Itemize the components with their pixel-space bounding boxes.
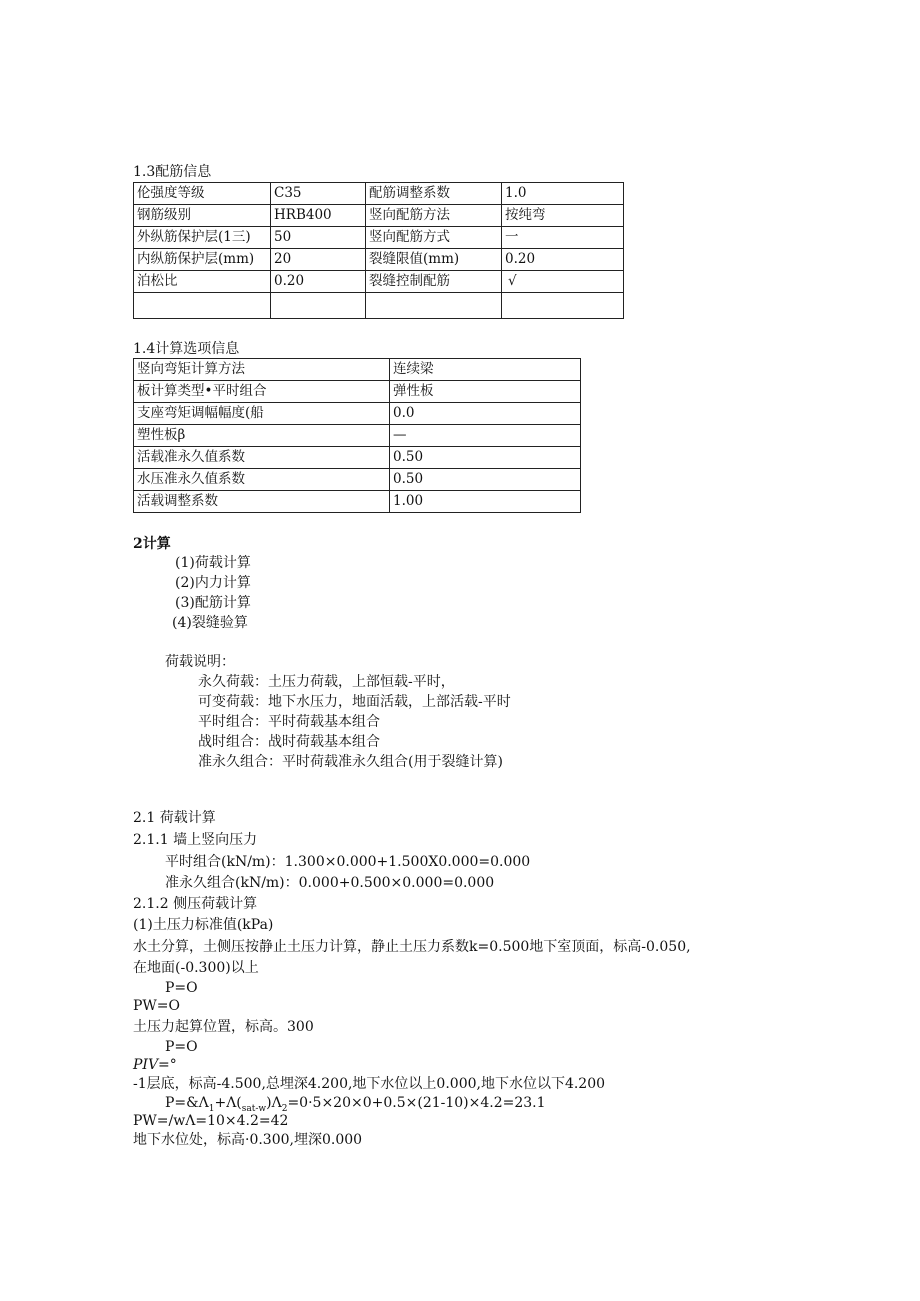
calc-line: 地下水位处，标高·0.300,埋深0.000 — [133, 1132, 363, 1148]
table-cell: 配筋调整系数 — [366, 183, 502, 205]
load-note-line: 可变荷载：地下水压力，地面活载，上部活载-平时 — [198, 694, 511, 710]
section-1-3-title: 1.3配筋信息 — [133, 164, 212, 180]
table-row — [134, 183, 624, 205]
table-cell: 弹性板 — [390, 381, 581, 403]
calc-line: -1层底，标高-4.500,总埋深4.200,地下水位以上0.000,地下水位以下4.200 — [133, 1076, 606, 1092]
table-cell: 活载调整系数 — [134, 491, 390, 513]
table-row — [134, 491, 581, 513]
table-cell: 裂缝控制配筋 — [366, 271, 502, 293]
formula-part: )Λ — [266, 1095, 282, 1111]
calc-line: 在地面(-0.300)以上 — [133, 960, 259, 976]
table-cell: 0.0 — [390, 403, 581, 425]
calc-line: PW=O — [133, 998, 181, 1014]
table-row — [134, 359, 581, 381]
table-cell — [271, 293, 366, 319]
formula-subscript: sat-w — [241, 1103, 267, 1114]
calc-formula-line — [165, 1096, 546, 1114]
table-cell: 0.50 — [390, 469, 581, 491]
table-cell: — — [390, 425, 581, 447]
table-cell: 板计算类型•平时组合 — [134, 381, 390, 403]
heading-2-1-2: 2.1.2 侧压荷载计算 — [133, 896, 258, 912]
table-row — [134, 227, 624, 249]
table-cell: 泊松比 — [134, 271, 271, 293]
formula-subscript: 1 — [208, 1103, 215, 1114]
table-cell: 0.20 — [271, 271, 366, 293]
calc-line: P=O — [165, 1039, 198, 1055]
table-cell: 0.50 — [390, 447, 581, 469]
table-cell: 竖向弯矩计算方法 — [134, 359, 390, 381]
load-note-title: 荷载说明： — [165, 654, 235, 670]
table-cell: HRB400 — [271, 205, 366, 227]
table-row — [134, 249, 624, 271]
table-cell: 连续梁 — [390, 359, 581, 381]
heading-2-1: 2.1 荷载计算 — [133, 810, 216, 826]
load-note-line: 准永久组合：平时荷载准永久组合(用于裂缝计算) — [198, 754, 503, 770]
calc-line: P=O — [165, 980, 198, 996]
list-item: (1)荷载计算 — [175, 555, 251, 571]
table-row — [134, 293, 624, 319]
table-row — [134, 381, 581, 403]
table-cell: 内纵筋保护层(mm) — [134, 249, 271, 271]
load-note-line: 战时组合：战时荷载基本组合 — [198, 734, 380, 750]
table-cell: 支座弯矩调幅幅度(船 — [134, 403, 390, 425]
formula-subscript: 2 — [281, 1103, 288, 1114]
table-cell: 竖向配筋方法 — [366, 205, 502, 227]
list-item: (3)配筋计算 — [175, 595, 251, 611]
table-cell: 按纯弯 — [502, 205, 624, 227]
table-cell: 外纵筋保护层(1三) — [134, 227, 271, 249]
table-cell: 一 — [502, 227, 624, 249]
formula-part: +Λ( — [214, 1095, 242, 1111]
section-2-title: 2计算 — [133, 536, 171, 552]
section-1-4-title: 1.4计算选项信息 — [133, 341, 240, 357]
calc-line: 土压力起算位置，标高。300 — [133, 1019, 314, 1035]
table-cell: 1.0 — [502, 183, 624, 205]
table-cell: C35 — [271, 183, 366, 205]
calc-line: 准永久组合(kN/m)：0.000+0.500×0.000=0.000 — [165, 875, 495, 891]
list-item: (4)裂缝验算 — [172, 615, 248, 631]
table-cell: 活载准永久值系数 — [134, 447, 390, 469]
table-cell: 50 — [271, 227, 366, 249]
table-cell: 塑性板β — [134, 425, 390, 447]
table-row — [134, 205, 624, 227]
formula-part: P=&Λ — [165, 1095, 209, 1111]
table-row — [134, 425, 581, 447]
load-note-line: 永久荷载：土压力荷载，上部恒载-平时， — [198, 674, 455, 690]
calc-line: (1)土压力标准值(kPa) — [133, 917, 274, 933]
table-cell: 1.00 — [390, 491, 581, 513]
table-row — [134, 447, 581, 469]
table-cell — [134, 293, 271, 319]
table-cell: 水压准永久值系数 — [134, 469, 390, 491]
load-note-line: 平时组合：平时荷载基本组合 — [198, 714, 380, 730]
table-cell: 竖向配筋方式 — [366, 227, 502, 249]
calc-line: 水土分算，土侧压按静止土压力计算，静止土压力系数k=0.500地下室顶面，标高-0.050, — [133, 939, 691, 955]
table-cell: 伦强度等级 — [134, 183, 271, 205]
table-cell: 20 — [271, 249, 366, 271]
table-cell — [366, 293, 502, 319]
calc-options-table — [133, 358, 581, 513]
heading-2-1-1: 2.1.1 墙上竖向压力 — [133, 832, 258, 848]
calc-line: PW=/wΛ=10×4.2=42 — [133, 1113, 289, 1129]
reinforcement-info-table — [133, 182, 624, 319]
list-item: (2)内力计算 — [175, 575, 251, 591]
formula-part: =0·5×20×0+0.5×(21-10)×4.2=23.1 — [287, 1095, 546, 1111]
table-cell — [502, 293, 624, 319]
table-cell: 0.20 — [502, 249, 624, 271]
table-cell: 钢筋级别 — [134, 205, 271, 227]
table-row — [134, 271, 624, 293]
calc-line: 平时组合(kN/m)：1.300×0.000+1.500X0.000=0.000 — [165, 854, 531, 870]
table-row — [134, 469, 581, 491]
calc-line: PIV=° — [133, 1057, 177, 1073]
table-cell: √ — [502, 271, 624, 293]
table-row — [134, 403, 581, 425]
table-cell: 裂缝限值(mm) — [366, 249, 502, 271]
